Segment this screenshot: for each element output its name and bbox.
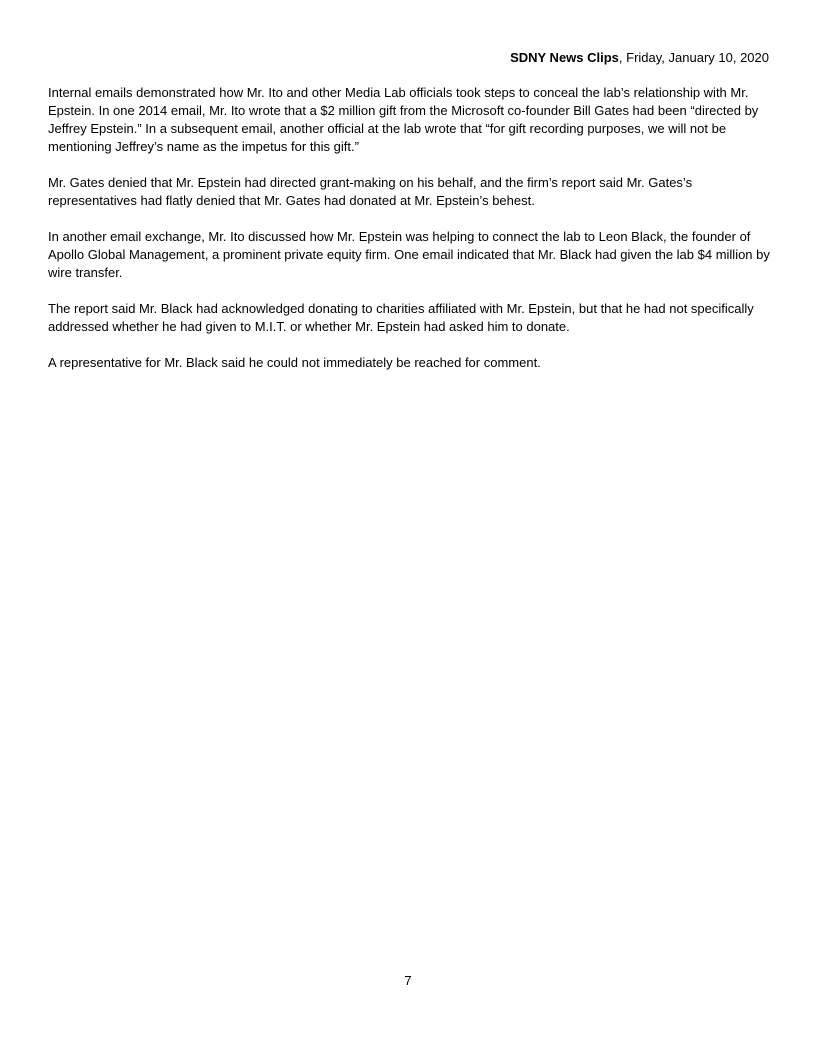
header-date: , Friday, January 10, 2020 <box>618 50 769 65</box>
publication-name: SDNY News Clips <box>510 50 619 65</box>
paragraph: Mr. Gates denied that Mr. Epstein had directed grant-making on his behalf, and the firm’s report said Mr. Gates’s representatives had flatly denied that Mr. Gates had donated at Mr. Epstein’s behest. <box>48 175 693 208</box>
page-header <box>510 50 769 66</box>
paragraph: In another email exchange, Mr. Ito discussed how Mr. Epstein was helping to connect the lab to Leon Black, the founder of Apollo Global Management, a prominent private equity firm. One email indicated that Mr. Black had given the lab $4 million by wire transfer. <box>48 229 770 280</box>
article-body <box>48 84 770 390</box>
paragraph: A representative for Mr. Black said he could not immediately be reached for comment. <box>48 355 541 370</box>
paragraph: Internal emails demonstrated how Mr. Ito and other Media Lab officials took steps to conceal the lab’s relationship with Mr. Epstein. In one 2014 email, Mr. Ito wrote that a $2 million gift from the Microsoft co-founder Bill Gates had been “directed by Jeffrey Epstein.” In a subsequent email, another official at the lab wrote that “for gift recording purposes, we will not be mentioning Jeffrey’s name as the impetus for this gift.” <box>48 85 759 154</box>
paragraph: The report said Mr. Black had acknowledged donating to charities affiliated with Mr. Epstein, but that he had not specifically addressed whether he had given to M.I.T. or whether Mr. Epstein had asked him to donate. <box>48 301 754 334</box>
page-number: 7 <box>404 973 412 988</box>
